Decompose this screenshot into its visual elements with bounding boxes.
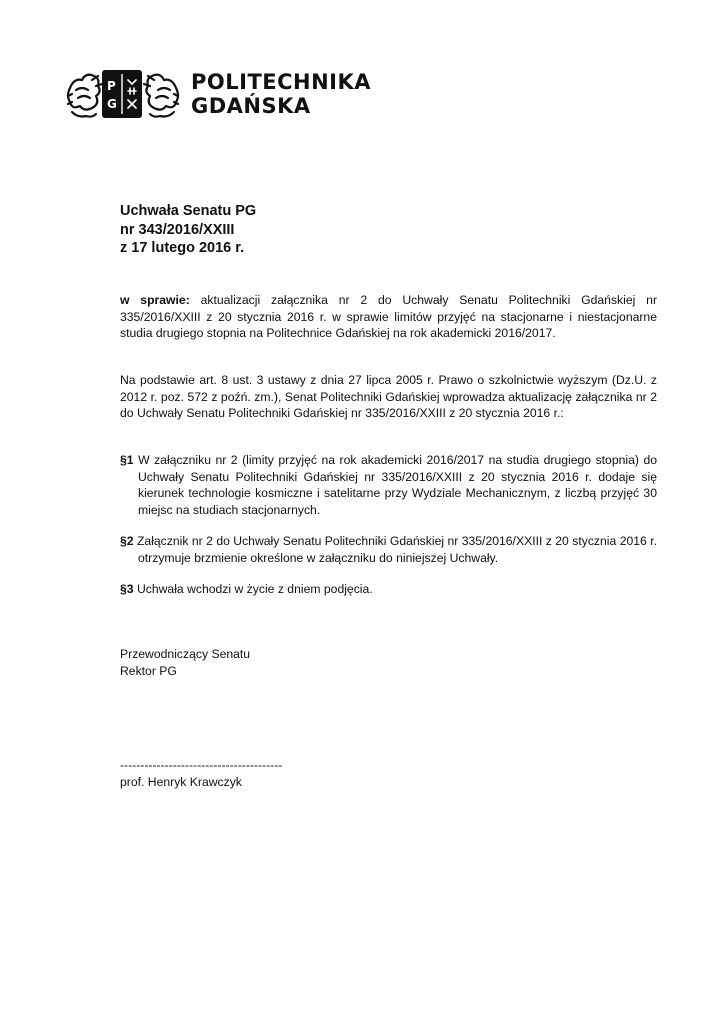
title-line-1: Uchwała Senatu PG <box>120 203 257 219</box>
politechnika-gdanska-lion-emblem-icon <box>66 66 180 122</box>
emblem-letter-p: P <box>107 79 116 93</box>
signatory-role-2: Rektor PG <box>120 663 177 678</box>
signatory-name: prof. Henryk Krawczyk <box>120 774 242 789</box>
document-title <box>120 202 256 258</box>
section-1-text: W załączniku nr 2 (limity przyjęć na rok akademicki 2016/2017 na studia drugiego stopnia) do Uchwały Senatu Politechniki Gdańskiej nr 335/2016/XXIII z 20 stycznia 2016 r. dodaje się kierunek technologie kosmiczne i satelitarne przy Wydziale Mechanicznym, z liczbą przyjęć 30 miejsc na studiach stacjonarnych. <box>133 453 657 517</box>
header-logo <box>66 66 372 122</box>
subject-text: aktualizacji załącznika nr 2 do Uchwały Senatu Politechniki Gdańskiej nr 335/2016/XXIII z 20 stycznia 2016 r. w sprawie limitów przyjęć na stacjonarne i niestacjonarne studia drugiego stopnia na Politechnice Gdańskiej na rok akademicki 2016/2017. <box>120 293 658 341</box>
logo-line-2: GDAŃSKA <box>191 94 311 118</box>
section-2 <box>120 533 657 566</box>
legal-basis-text: Na podstawie art. 8 ust. 3 ustawy z dnia 27 lipca 2005 r. Prawo o szkolnictwie wyższym (Dz.U. z 2012 r. poz. 572 z poźń. zm.), Senat Politechniki Gdańskiej wprowadza aktualizację załącznika nr 2 do Uchwały Senatu Politechniki Gdańskiej nr 335/2016/XXIII z 20 stycznia 2016 r.: <box>120 373 657 421</box>
section-2-text: Załącznik nr 2 do Uchwały Senatu Politechniki Gdańskiej nr 335/2016/XXIII z 20 stycznia 2016 r. otrzymuje brzmienie określone w załączniku do niniejszej Uchwały. <box>133 534 657 565</box>
logo-text <box>191 70 371 118</box>
title-line-2: nr 343/2016/XXIII <box>120 221 235 238</box>
legal-basis-paragraph <box>120 372 657 422</box>
section-3-text: Uchwała wchodzi w życie z dniem podjęcia. <box>133 582 373 596</box>
logo-line-1: POLITECHNIKA <box>191 70 372 94</box>
signatory-roles <box>120 646 250 679</box>
section-3 <box>120 581 657 598</box>
title-line-3: z 17 lutego 2016 r. <box>120 240 245 256</box>
signature-line: ---------------------------------------- <box>120 758 283 772</box>
section-3-number: §3 <box>120 582 134 596</box>
subject-paragraph <box>120 292 657 342</box>
section-2-number: §2 <box>120 534 134 548</box>
subject-label: w sprawie: <box>120 293 190 307</box>
section-1-number: §1 <box>120 453 134 467</box>
section-1 <box>120 452 657 518</box>
signatory-role-1: Przewodniczący Senatu <box>120 647 251 661</box>
emblem-letter-g: G <box>107 97 117 111</box>
signature-block <box>120 757 282 790</box>
